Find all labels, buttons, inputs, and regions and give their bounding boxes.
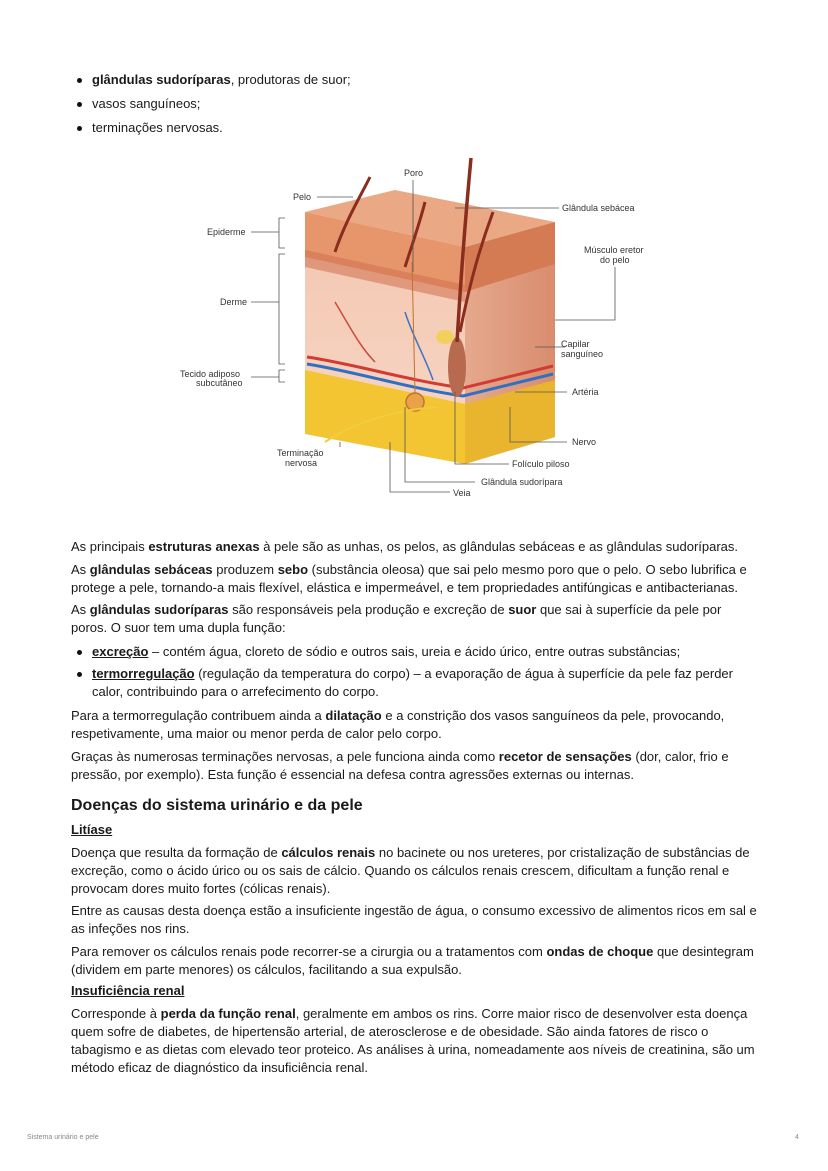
label-epiderme: Epiderme xyxy=(207,227,246,237)
list-item: excreção – contém água, cloreto de sódio e outros sais, ureia e ácido úrico, entre outras substâncias; xyxy=(71,643,761,661)
label-musculo-2: do pelo xyxy=(600,255,630,265)
list-item xyxy=(71,119,761,137)
label-nervo: Nervo xyxy=(572,437,597,447)
label-terminacao-1: Terminação xyxy=(277,448,324,458)
label-glandula-sebacea: Glândula sebácea xyxy=(562,203,635,213)
paragraph: As glândulas sebáceas produzem sebo (substância oleosa) que sai pelo mesmo poro que o pelo. O sebo lubrifica e protege a pele, tornando-a mais flexível, elástica e impermeável, e tem propriedades antifúngicas e antibacterianas. xyxy=(71,561,747,595)
label-pelo: Pelo xyxy=(293,192,312,202)
list-item-bold: glândulas sudoríparas xyxy=(92,72,231,87)
label-capilar-2: sanguíneo xyxy=(561,349,604,359)
paragraph: Graças às numerosas terminações nervosas, a pele funciona ainda como recetor de sensações (dor, calor, frio e pressão, por exemplo). Esta função é essencial na defesa contra agressões externas ou internas. xyxy=(71,748,729,782)
paragraph: Doença que resulta da formação de cálculos renais no bacinete ou nos ureteres, por cristalização de substâncias de excreção, como o ácido úrico ou os sais de cálcio. Quando os cálculos renais crescem, dificultam a função renal e provocam dores muito fortes (cólicas renais). xyxy=(71,844,750,896)
label-tecido-1: Tecido adiposo xyxy=(180,369,241,379)
list-item: termorregulação (regulação da temperatura do corpo) – a evaporação de água à superfície da pele faz perder calor, contribuindo para o arrefecimento do corpo. xyxy=(71,665,761,701)
skin-diagram xyxy=(175,152,655,502)
paragraph: Para remover os cálculos renais pode recorrer-se a cirurgia ou a tratamentos com ondas de choque que desintegram (dividem em parte menores) os cálculos, facilitando a sua expulsão. xyxy=(71,943,754,977)
page-number: 4 xyxy=(795,1134,799,1141)
main-body xyxy=(71,538,761,1082)
function-list xyxy=(71,643,761,701)
subsection-heading-insuficiencia: Insuficiência renal xyxy=(71,983,185,998)
label-veia: Veia xyxy=(453,488,471,498)
paragraph: As principais estruturas anexas à pele são as unhas, os pelos, as glândulas sebáceas e as glândulas sudoríparas. xyxy=(71,539,739,554)
skin-diagram-svg xyxy=(175,152,655,502)
label-foliculo: Folículo piloso xyxy=(512,459,570,469)
label-tecido-2: subcutâneo xyxy=(196,378,243,388)
list-item-text: vasos sanguíneos; xyxy=(92,96,201,111)
list-item-text: , produtoras de suor; xyxy=(230,72,351,87)
subsection-heading-litiase: Litíase xyxy=(71,821,113,837)
list-item xyxy=(71,71,761,89)
paragraph: Corresponde à perda da função renal, geralmente em ambos os rins. Corre maior risco de desenvolver esta doença quem sofre de diabetes, de hipertensão arterial, de aterosclerose e de obesidade. São ainda fatores de risco o tabagismo e as dietas com elevado teor proteico. As análises à urina, nomeadamente aos níveis de creatinina, são um método eficaz de diagnóstico da insuficiência renal. xyxy=(71,1006,755,1075)
footer-title: Sistema urinário e pele xyxy=(27,1134,99,1141)
label-derme: Derme xyxy=(220,297,248,307)
label-musculo-1: Músculo eretor xyxy=(584,245,644,255)
list-item-text: terminações nervosas. xyxy=(92,120,223,135)
label-glandula-sudoripara: Glândula sudorípara xyxy=(481,477,563,487)
paragraph: Entre as causas desta doença estão a insuficiente ingestão de água, o consumo excessivo de alimentos ricos em sal e as infeções nos rins. xyxy=(71,903,757,936)
paragraph: Para a termorregulação contribuem ainda a dilatação e a constrição dos vasos sanguíneos da pele, provocando, respetivamente, uma maior ou menor perda de calor pelo corpo. xyxy=(71,708,725,741)
label-terminacao-2: nervosa xyxy=(285,458,318,468)
label-capilar-1: Capilar xyxy=(561,339,590,349)
section-title: Doenças do sistema urinário e da pele xyxy=(71,796,363,814)
label-arteria: Artéria xyxy=(572,387,599,397)
list-item xyxy=(71,95,761,113)
top-bullet-list xyxy=(71,71,761,143)
paragraph: As glândulas sudoríparas são responsáveis pela produção e excreção de suor que sai à superfície da pele por poros. O suor tem uma dupla função: xyxy=(71,602,722,635)
label-poro: Poro xyxy=(404,168,424,178)
